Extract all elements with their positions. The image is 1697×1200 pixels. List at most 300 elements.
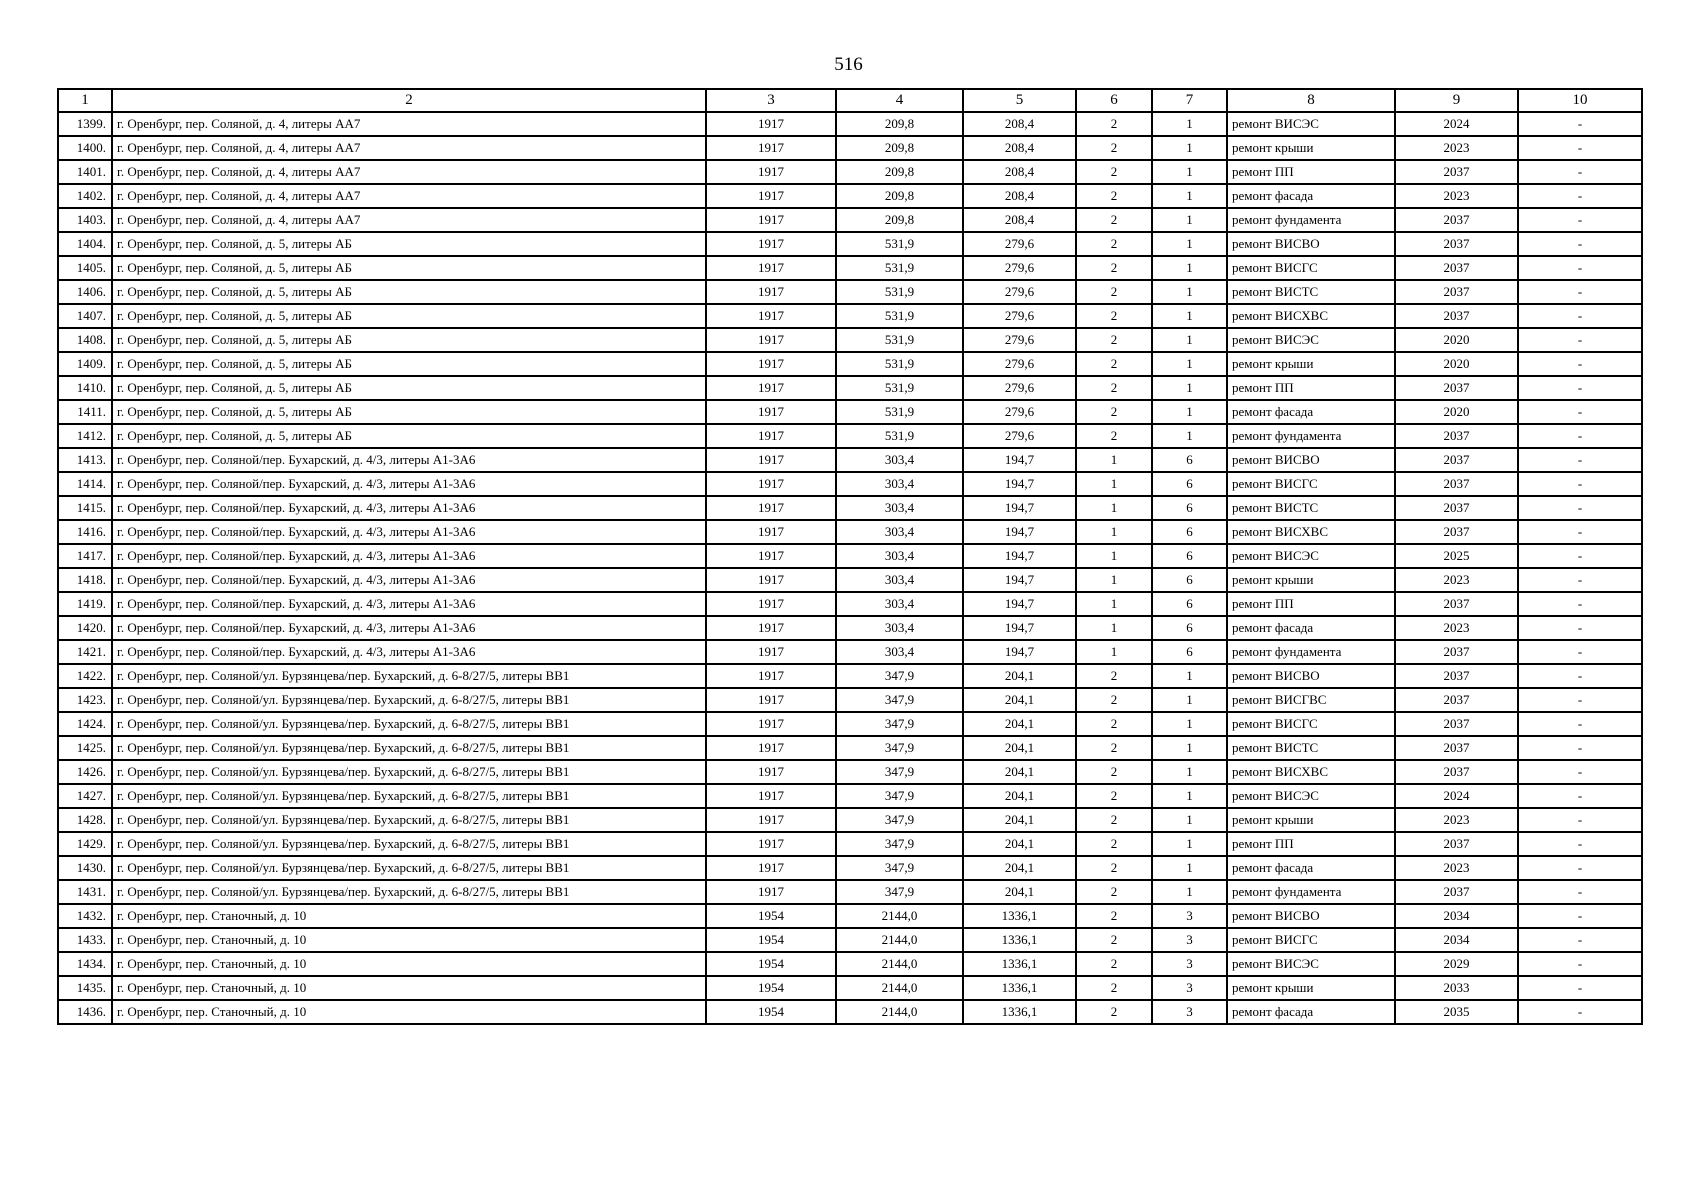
- col-year-built: 1954: [706, 1000, 836, 1024]
- col-work-type: ремонт ВИСЭС: [1227, 544, 1395, 568]
- col-work-type: ремонт ВИСЭС: [1227, 952, 1395, 976]
- col-work-type: ремонт ВИСЭС: [1227, 784, 1395, 808]
- table-row: [58, 352, 1642, 376]
- col-address: г. Оренбург, пер. Соляной/пер. Бухарский, д. 4/3, литеры А1-3А6: [112, 472, 706, 496]
- col-address: г. Оренбург, пер. Станочный, д. 10: [112, 976, 706, 1000]
- col-note: -: [1518, 976, 1642, 1000]
- table-row: [58, 928, 1642, 952]
- col-floors-min: 2: [1076, 1000, 1152, 1024]
- col-total-area: 347,9: [836, 664, 963, 688]
- col-note: -: [1518, 496, 1642, 520]
- col-row-number: 1405.: [58, 256, 112, 280]
- col-planned-year: 2037: [1395, 448, 1518, 472]
- col-year-built: 1954: [706, 952, 836, 976]
- col-row-number: 1399.: [58, 112, 112, 136]
- col-entrances: 1: [1152, 256, 1227, 280]
- col-address: г. Оренбург, пер. Соляной/пер. Бухарский, д. 4/3, литеры А1-3А6: [112, 544, 706, 568]
- table-row: [58, 424, 1642, 448]
- col-planned-year: 2037: [1395, 472, 1518, 496]
- col-planned-year: 2020: [1395, 400, 1518, 424]
- col-address: г. Оренбург, пер. Соляной/ул. Бурзянцева/пер. Бухарский, д. 6-8/27/5, литеры ВВ1: [112, 736, 706, 760]
- col-address: г. Оренбург, пер. Соляной/ул. Бурзянцева/пер. Бухарский, д. 6-8/27/5, литеры ВВ1: [112, 832, 706, 856]
- col-floors-min: 1: [1076, 496, 1152, 520]
- col-year-built: 1917: [706, 616, 836, 640]
- col-living-area: 208,4: [963, 184, 1076, 208]
- header-row: [58, 89, 1642, 112]
- col-total-area: 2144,0: [836, 1000, 963, 1024]
- col-work-type: ремонт фасада: [1227, 616, 1395, 640]
- col-year-built: 1917: [706, 472, 836, 496]
- col-year-built: 1917: [706, 760, 836, 784]
- col-planned-year: 2037: [1395, 256, 1518, 280]
- col-total-area: 2144,0: [836, 928, 963, 952]
- col-entrances: 6: [1152, 592, 1227, 616]
- col-total-area: 303,4: [836, 640, 963, 664]
- col-note: -: [1518, 616, 1642, 640]
- col-note: -: [1518, 112, 1642, 136]
- col-work-type: ремонт ВИСХВС: [1227, 760, 1395, 784]
- col-address: г. Оренбург, пер. Соляной/пер. Бухарский, д. 4/3, литеры А1-3А6: [112, 448, 706, 472]
- col-planned-year: 2037: [1395, 304, 1518, 328]
- col-note: -: [1518, 880, 1642, 904]
- col-total-area: 209,8: [836, 112, 963, 136]
- col-planned-year: 2037: [1395, 640, 1518, 664]
- col-address: г. Оренбург, пер. Соляной/пер. Бухарский, д. 4/3, литеры А1-3А6: [112, 592, 706, 616]
- col-entrances: 6: [1152, 448, 1227, 472]
- col-total-area: 531,9: [836, 400, 963, 424]
- col-planned-year: 2037: [1395, 424, 1518, 448]
- table-row: [58, 472, 1642, 496]
- col-work-type: ремонт ВИСГС: [1227, 256, 1395, 280]
- col-planned-year: 2037: [1395, 880, 1518, 904]
- col-work-type: ремонт ВИСХВС: [1227, 304, 1395, 328]
- col-floors-min: 1: [1076, 520, 1152, 544]
- col-total-area: 347,9: [836, 736, 963, 760]
- col-work-type: ремонт ПП: [1227, 160, 1395, 184]
- table-row: [58, 496, 1642, 520]
- col-row-number: 1426.: [58, 760, 112, 784]
- col-note: -: [1518, 640, 1642, 664]
- col-work-type: ремонт крыши: [1227, 568, 1395, 592]
- col-entrances: 6: [1152, 520, 1227, 544]
- col-floors-min: 2: [1076, 928, 1152, 952]
- col-work-type: ремонт ВИСВО: [1227, 904, 1395, 928]
- col-living-area: 204,1: [963, 736, 1076, 760]
- col-floors-min: 1: [1076, 592, 1152, 616]
- col-note: -: [1518, 688, 1642, 712]
- col-year-built: 1917: [706, 400, 836, 424]
- col-living-area: 204,1: [963, 664, 1076, 688]
- col-living-area: 204,1: [963, 760, 1076, 784]
- col-note: -: [1518, 352, 1642, 376]
- col-note: -: [1518, 736, 1642, 760]
- col-entrances: 6: [1152, 496, 1227, 520]
- col-living-area: 204,1: [963, 856, 1076, 880]
- col-entrances: 1: [1152, 808, 1227, 832]
- col-address: г. Оренбург, пер. Соляной, д. 4, литеры АА7: [112, 136, 706, 160]
- col-living-area: 204,1: [963, 832, 1076, 856]
- col-address: г. Оренбург, пер. Соляной/ул. Бурзянцева/пер. Бухарский, д. 6-8/27/5, литеры ВВ1: [112, 760, 706, 784]
- col-planned-year: 2037: [1395, 736, 1518, 760]
- col-total-area: 531,9: [836, 304, 963, 328]
- col-year-built: 1917: [706, 424, 836, 448]
- col-living-area: 279,6: [963, 232, 1076, 256]
- col-row-number: 1435.: [58, 976, 112, 1000]
- col-work-type: ремонт крыши: [1227, 808, 1395, 832]
- col-total-area: 2144,0: [836, 952, 963, 976]
- col-row-number: 1422.: [58, 664, 112, 688]
- col-planned-year: 2023: [1395, 136, 1518, 160]
- col-living-area: 208,4: [963, 136, 1076, 160]
- col-row-number: 1430.: [58, 856, 112, 880]
- col-year-built: 1917: [706, 496, 836, 520]
- table-row: [58, 328, 1642, 352]
- col-total-area: 531,9: [836, 280, 963, 304]
- table-row: [58, 976, 1642, 1000]
- col-entrances: 1: [1152, 136, 1227, 160]
- column-header-3: 3: [706, 89, 836, 112]
- col-work-type: ремонт ПП: [1227, 376, 1395, 400]
- col-year-built: 1917: [706, 808, 836, 832]
- col-note: -: [1518, 568, 1642, 592]
- col-row-number: 1433.: [58, 928, 112, 952]
- col-total-area: 303,4: [836, 616, 963, 640]
- col-floors-min: 2: [1076, 736, 1152, 760]
- col-planned-year: 2037: [1395, 664, 1518, 688]
- col-address: г. Оренбург, пер. Соляной/пер. Бухарский, д. 4/3, литеры А1-3А6: [112, 496, 706, 520]
- col-note: -: [1518, 304, 1642, 328]
- table-row: [58, 280, 1642, 304]
- col-entrances: 1: [1152, 856, 1227, 880]
- col-living-area: 194,7: [963, 640, 1076, 664]
- col-living-area: 208,4: [963, 160, 1076, 184]
- col-entrances: 1: [1152, 400, 1227, 424]
- col-work-type: ремонт крыши: [1227, 136, 1395, 160]
- col-year-built: 1917: [706, 352, 836, 376]
- column-header-2: 2: [112, 89, 706, 112]
- col-entrances: 1: [1152, 208, 1227, 232]
- col-total-area: 531,9: [836, 424, 963, 448]
- col-living-area: 208,4: [963, 112, 1076, 136]
- col-year-built: 1917: [706, 304, 836, 328]
- col-planned-year: 2020: [1395, 328, 1518, 352]
- col-year-built: 1917: [706, 664, 836, 688]
- col-living-area: 194,7: [963, 592, 1076, 616]
- col-entrances: 1: [1152, 376, 1227, 400]
- col-row-number: 1406.: [58, 280, 112, 304]
- col-year-built: 1917: [706, 640, 836, 664]
- col-note: -: [1518, 856, 1642, 880]
- col-note: -: [1518, 592, 1642, 616]
- col-floors-min: 2: [1076, 184, 1152, 208]
- col-floors-min: 1: [1076, 448, 1152, 472]
- col-living-area: 208,4: [963, 208, 1076, 232]
- col-year-built: 1954: [706, 904, 836, 928]
- col-total-area: 303,4: [836, 448, 963, 472]
- page-number: 516: [834, 54, 863, 75]
- col-work-type: ремонт ВИСЭС: [1227, 112, 1395, 136]
- col-floors-min: 2: [1076, 832, 1152, 856]
- col-total-area: 209,8: [836, 184, 963, 208]
- col-address: г. Оренбург, пер. Соляной/пер. Бухарский, д. 4/3, литеры А1-3А6: [112, 616, 706, 640]
- col-year-built: 1917: [706, 880, 836, 904]
- table-row: [58, 832, 1642, 856]
- table-row: [58, 784, 1642, 808]
- col-total-area: 531,9: [836, 376, 963, 400]
- col-row-number: 1423.: [58, 688, 112, 712]
- col-total-area: 347,9: [836, 856, 963, 880]
- table-row: [58, 760, 1642, 784]
- table-row: [58, 880, 1642, 904]
- col-year-built: 1917: [706, 136, 836, 160]
- col-note: -: [1518, 160, 1642, 184]
- col-planned-year: 2037: [1395, 376, 1518, 400]
- col-address: г. Оренбург, пер. Соляной, д. 5, литеры АБ: [112, 400, 706, 424]
- col-living-area: 279,6: [963, 352, 1076, 376]
- col-living-area: 279,6: [963, 424, 1076, 448]
- table-row: [58, 448, 1642, 472]
- col-total-area: 303,4: [836, 592, 963, 616]
- table-row: [58, 664, 1642, 688]
- col-row-number: 1413.: [58, 448, 112, 472]
- col-total-area: 2144,0: [836, 904, 963, 928]
- col-planned-year: 2023: [1395, 856, 1518, 880]
- col-year-built: 1917: [706, 736, 836, 760]
- col-entrances: 1: [1152, 760, 1227, 784]
- col-row-number: 1407.: [58, 304, 112, 328]
- col-entrances: 1: [1152, 328, 1227, 352]
- col-floors-min: 2: [1076, 904, 1152, 928]
- col-year-built: 1917: [706, 784, 836, 808]
- col-year-built: 1917: [706, 592, 836, 616]
- col-row-number: 1417.: [58, 544, 112, 568]
- col-living-area: 279,6: [963, 304, 1076, 328]
- col-row-number: 1434.: [58, 952, 112, 976]
- col-entrances: 1: [1152, 184, 1227, 208]
- col-planned-year: 2037: [1395, 712, 1518, 736]
- table-row: [58, 568, 1642, 592]
- column-header-4: 4: [836, 89, 963, 112]
- col-floors-min: 2: [1076, 280, 1152, 304]
- col-entrances: 3: [1152, 904, 1227, 928]
- col-year-built: 1917: [706, 688, 836, 712]
- col-year-built: 1917: [706, 568, 836, 592]
- col-work-type: ремонт крыши: [1227, 976, 1395, 1000]
- col-year-built: 1917: [706, 832, 836, 856]
- col-work-type: ремонт крыши: [1227, 352, 1395, 376]
- col-floors-min: 2: [1076, 160, 1152, 184]
- column-header-1: 1: [58, 89, 112, 112]
- col-year-built: 1917: [706, 208, 836, 232]
- col-work-type: ремонт ВИСГС: [1227, 928, 1395, 952]
- col-year-built: 1917: [706, 376, 836, 400]
- col-work-type: ремонт фасада: [1227, 856, 1395, 880]
- col-address: г. Оренбург, пер. Станочный, д. 10: [112, 928, 706, 952]
- table-row: [58, 640, 1642, 664]
- col-work-type: ремонт фундамента: [1227, 640, 1395, 664]
- col-note: -: [1518, 280, 1642, 304]
- col-row-number: 1408.: [58, 328, 112, 352]
- col-address: г. Оренбург, пер. Соляной, д. 5, литеры АБ: [112, 232, 706, 256]
- col-total-area: 347,9: [836, 784, 963, 808]
- col-work-type: ремонт фасада: [1227, 1000, 1395, 1024]
- col-address: г. Оренбург, пер. Соляной, д. 4, литеры АА7: [112, 184, 706, 208]
- col-entrances: 3: [1152, 1000, 1227, 1024]
- col-planned-year: 2037: [1395, 520, 1518, 544]
- table-row: [58, 400, 1642, 424]
- col-total-area: 531,9: [836, 328, 963, 352]
- col-year-built: 1954: [706, 976, 836, 1000]
- col-planned-year: 2037: [1395, 160, 1518, 184]
- col-planned-year: 2025: [1395, 544, 1518, 568]
- col-note: -: [1518, 664, 1642, 688]
- col-total-area: 347,9: [836, 832, 963, 856]
- col-entrances: 1: [1152, 712, 1227, 736]
- table-row: [58, 712, 1642, 736]
- column-header-8: 8: [1227, 89, 1395, 112]
- col-floors-min: 2: [1076, 136, 1152, 160]
- col-year-built: 1917: [706, 160, 836, 184]
- col-living-area: 279,6: [963, 328, 1076, 352]
- col-work-type: ремонт ВИСВО: [1227, 448, 1395, 472]
- column-header-10: 10: [1518, 89, 1642, 112]
- col-note: -: [1518, 424, 1642, 448]
- col-year-built: 1917: [706, 448, 836, 472]
- col-planned-year: 2020: [1395, 352, 1518, 376]
- table-row: [58, 184, 1642, 208]
- table-row: [58, 112, 1642, 136]
- col-floors-min: 1: [1076, 640, 1152, 664]
- col-living-area: 1336,1: [963, 1000, 1076, 1024]
- col-total-area: 347,9: [836, 760, 963, 784]
- col-entrances: 1: [1152, 832, 1227, 856]
- col-entrances: 1: [1152, 688, 1227, 712]
- col-year-built: 1917: [706, 712, 836, 736]
- col-address: г. Оренбург, пер. Соляной, д. 5, литеры АБ: [112, 424, 706, 448]
- col-work-type: ремонт ВИСТС: [1227, 280, 1395, 304]
- col-planned-year: 2037: [1395, 688, 1518, 712]
- col-row-number: 1412.: [58, 424, 112, 448]
- col-work-type: ремонт ВИСВО: [1227, 664, 1395, 688]
- col-floors-min: 2: [1076, 784, 1152, 808]
- col-planned-year: 2023: [1395, 616, 1518, 640]
- col-entrances: 1: [1152, 880, 1227, 904]
- col-address: г. Оренбург, пер. Соляной, д. 5, литеры АБ: [112, 352, 706, 376]
- col-row-number: 1409.: [58, 352, 112, 376]
- col-work-type: ремонт ВИСГС: [1227, 712, 1395, 736]
- col-floors-min: 2: [1076, 808, 1152, 832]
- col-floors-min: 2: [1076, 424, 1152, 448]
- col-planned-year: 2037: [1395, 760, 1518, 784]
- col-planned-year: 2037: [1395, 496, 1518, 520]
- col-planned-year: 2037: [1395, 208, 1518, 232]
- col-floors-min: 2: [1076, 712, 1152, 736]
- col-living-area: 194,7: [963, 616, 1076, 640]
- table-row: [58, 856, 1642, 880]
- col-row-number: 1401.: [58, 160, 112, 184]
- col-total-area: 209,8: [836, 208, 963, 232]
- col-work-type: ремонт ПП: [1227, 832, 1395, 856]
- col-work-type: ремонт ВИСГВС: [1227, 688, 1395, 712]
- col-floors-min: 2: [1076, 112, 1152, 136]
- col-total-area: 209,8: [836, 136, 963, 160]
- col-work-type: ремонт ВИСХВС: [1227, 520, 1395, 544]
- col-note: -: [1518, 904, 1642, 928]
- col-row-number: 1424.: [58, 712, 112, 736]
- col-floors-min: 1: [1076, 544, 1152, 568]
- col-planned-year: 2023: [1395, 568, 1518, 592]
- col-work-type: ремонт фундамента: [1227, 424, 1395, 448]
- col-work-type: ремонт ВИСЭС: [1227, 328, 1395, 352]
- col-entrances: 1: [1152, 232, 1227, 256]
- col-living-area: 279,6: [963, 280, 1076, 304]
- col-floors-min: 1: [1076, 568, 1152, 592]
- col-row-number: 1418.: [58, 568, 112, 592]
- col-address: г. Оренбург, пер. Станочный, д. 10: [112, 952, 706, 976]
- col-note: -: [1518, 712, 1642, 736]
- col-note: -: [1518, 520, 1642, 544]
- col-floors-min: 2: [1076, 256, 1152, 280]
- col-living-area: 1336,1: [963, 904, 1076, 928]
- col-note: -: [1518, 328, 1642, 352]
- table-row: [58, 160, 1642, 184]
- col-floors-min: 1: [1076, 616, 1152, 640]
- col-floors-min: 2: [1076, 760, 1152, 784]
- col-entrances: 6: [1152, 544, 1227, 568]
- col-entrances: 1: [1152, 664, 1227, 688]
- col-address: г. Оренбург, пер. Соляной/ул. Бурзянцева/пер. Бухарский, д. 6-8/27/5, литеры ВВ1: [112, 808, 706, 832]
- col-total-area: 347,9: [836, 808, 963, 832]
- col-entrances: 3: [1152, 952, 1227, 976]
- col-work-type: ремонт ВИСТС: [1227, 496, 1395, 520]
- col-row-number: 1402.: [58, 184, 112, 208]
- col-address: г. Оренбург, пер. Соляной/ул. Бурзянцева/пер. Бухарский, д. 6-8/27/5, литеры ВВ1: [112, 856, 706, 880]
- col-row-number: 1421.: [58, 640, 112, 664]
- column-header-9: 9: [1395, 89, 1518, 112]
- col-living-area: 194,7: [963, 472, 1076, 496]
- col-living-area: 279,6: [963, 400, 1076, 424]
- col-planned-year: 2037: [1395, 232, 1518, 256]
- col-total-area: 303,4: [836, 544, 963, 568]
- col-entrances: 1: [1152, 784, 1227, 808]
- col-address: г. Оренбург, пер. Соляной/ул. Бурзянцева/пер. Бухарский, д. 6-8/27/5, литеры ВВ1: [112, 784, 706, 808]
- col-row-number: 1416.: [58, 520, 112, 544]
- col-total-area: 2144,0: [836, 976, 963, 1000]
- col-work-type: ремонт ВИСГС: [1227, 472, 1395, 496]
- col-work-type: ремонт фасада: [1227, 184, 1395, 208]
- col-total-area: 347,9: [836, 712, 963, 736]
- table-row: [58, 736, 1642, 760]
- col-planned-year: 2037: [1395, 280, 1518, 304]
- column-header-7: 7: [1152, 89, 1227, 112]
- col-floors-min: 2: [1076, 208, 1152, 232]
- col-row-number: 1432.: [58, 904, 112, 928]
- col-work-type: ремонт ВИСВО: [1227, 232, 1395, 256]
- col-note: -: [1518, 1000, 1642, 1024]
- col-row-number: 1425.: [58, 736, 112, 760]
- col-living-area: 279,6: [963, 256, 1076, 280]
- col-note: -: [1518, 808, 1642, 832]
- col-note: -: [1518, 232, 1642, 256]
- column-header-5: 5: [963, 89, 1076, 112]
- col-planned-year: 2037: [1395, 592, 1518, 616]
- col-floors-min: 2: [1076, 856, 1152, 880]
- column-header-6: 6: [1076, 89, 1152, 112]
- col-living-area: 279,6: [963, 376, 1076, 400]
- col-planned-year: 2023: [1395, 184, 1518, 208]
- col-entrances: 1: [1152, 160, 1227, 184]
- col-floors-min: 2: [1076, 304, 1152, 328]
